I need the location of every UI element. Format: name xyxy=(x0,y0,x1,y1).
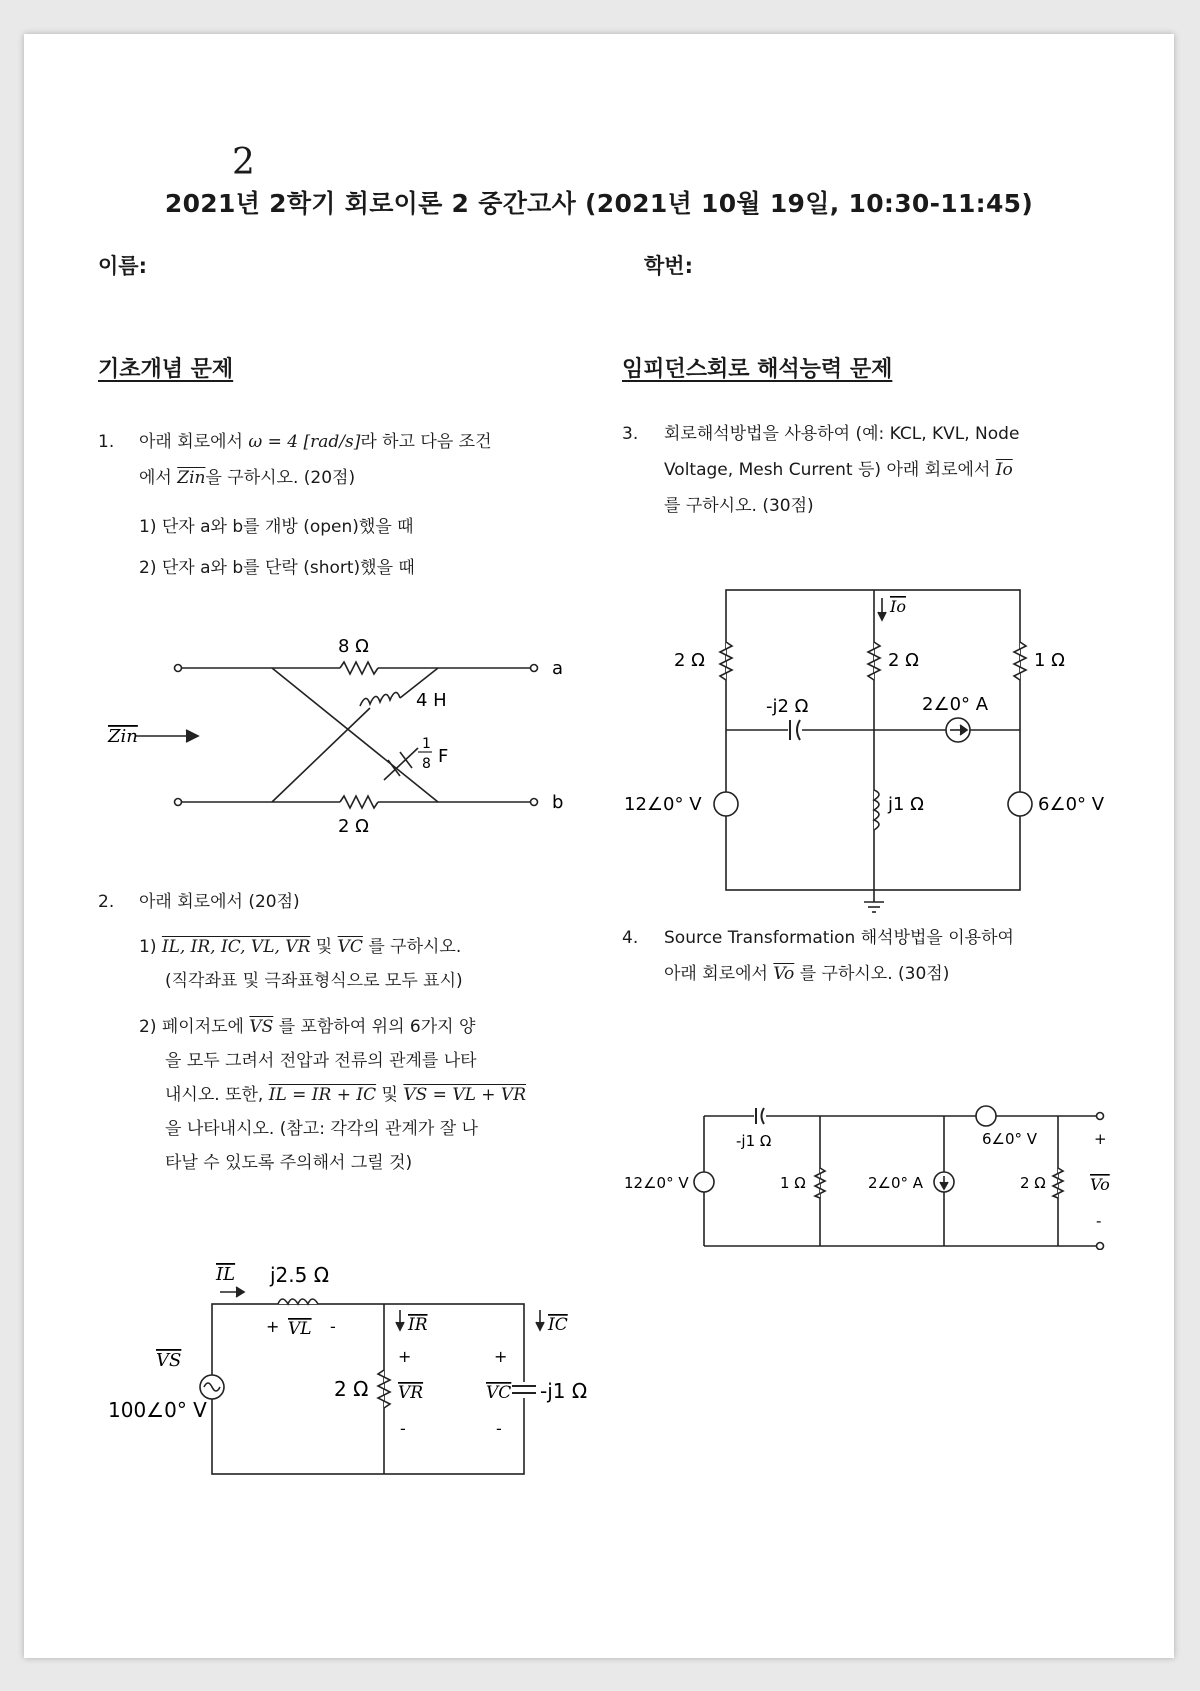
c4-vo-plus: + xyxy=(1094,1130,1107,1148)
circuit3-diagram xyxy=(624,570,1104,920)
q2-number: 2. xyxy=(98,892,115,912)
q2-sub2: 2) 페이저도에 $\overline{VS}$ 를 포함하여 위의 6가지 양 을 모두 그려서 전압과 전류의 관계를 나타 내시오. 또한, IL = IR + IC 및 VS = VL + VR 을 나타내시오. (참고: 각각의 관계가 잘 나 타날 수 있도록 주의해서 그릴 것) xyxy=(139,1017,527,1173)
c2-ir: IR xyxy=(408,1315,428,1335)
c3-r-mid-label: 2 Ω xyxy=(888,650,919,671)
q3-text: 회로해석방법을 사용하여 (예: KCL, KVL, Node Voltage, Mesh Current 등) 아래 회로에서 $\overline{Io}$ 를 구하시오. (30점) xyxy=(664,424,1020,516)
c4-r1-label: 1 Ω xyxy=(780,1174,806,1192)
q1-sub2: 2) 단자 a와 b를 단락 (short)했을 때 xyxy=(139,558,415,578)
c1-r-bottom-label: 2 Ω xyxy=(338,816,369,837)
q1-number: 1. xyxy=(98,432,115,452)
c2-vc-minus: - xyxy=(496,1419,502,1438)
q2-text: 아래 회로에서 (20점) xyxy=(139,892,300,912)
circuit4-diagram xyxy=(624,1070,1124,1250)
c1-cap-num: 1 xyxy=(422,736,431,752)
q4-vo: $\overline{Vo}$ xyxy=(773,964,795,984)
exam-title: 2021년 2학기 회로이론 2 중간고사 (2021년 10월 19일, 10:30-11:45) xyxy=(164,189,1034,218)
c3-ind-label: j1 Ω xyxy=(888,794,924,815)
circuit2-diagram xyxy=(108,1262,648,1552)
c2-vc: VC xyxy=(486,1383,512,1403)
exam-page xyxy=(24,34,1174,1658)
c2-vc-plus: + xyxy=(494,1347,508,1366)
circuit1-diagram xyxy=(100,634,600,844)
c2-vl-plus: + xyxy=(266,1317,280,1336)
c1-zin: Zin xyxy=(108,726,138,747)
c4-vsrc-right-label: 6∠0° V xyxy=(982,1130,1038,1148)
left-section-heading: 기초개념 문제 xyxy=(98,357,234,382)
q4-number: 4. xyxy=(622,928,639,948)
right-section-heading: 임피던스회로 해석능력 문제 xyxy=(622,357,893,382)
name-label: 이름: xyxy=(98,254,147,278)
c1-cap-den: 8 xyxy=(422,756,431,772)
c4-vsrc-left-label: 12∠0° V xyxy=(624,1174,689,1192)
c2-capacitor-label: -j1 Ω xyxy=(540,1379,588,1403)
c1-cap-unit: F xyxy=(438,746,449,767)
c3-cap-label: -j2 Ω xyxy=(766,696,809,717)
student-id-label: 학번: xyxy=(644,254,693,278)
q3-number: 3. xyxy=(622,424,639,444)
q2-sub1-vars: IL, IR, IC, VL, VR xyxy=(161,937,311,957)
c2-ic: IC xyxy=(548,1315,568,1335)
c3-r-left-label: 2 Ω xyxy=(674,650,705,671)
c2-vr: VR xyxy=(398,1383,424,1403)
q1-text: 아래 회로에서 ω = 4 [rad/s]라 하고 다음 조건 에서 $\overline{Zin}$을 구하시오. (20점) xyxy=(139,432,492,488)
c1-terminal-a: a xyxy=(552,658,564,679)
c2-il: IL xyxy=(216,1264,236,1285)
q1-zin: $\overline{Zin}$ xyxy=(177,468,206,488)
c4-isrc-label: 2∠0° A xyxy=(868,1174,924,1192)
c2-vs: VS xyxy=(156,1350,182,1371)
c2-vl-minus: - xyxy=(330,1317,336,1336)
c2-vl: VL xyxy=(288,1319,312,1339)
c2-vr-plus: + xyxy=(398,1347,412,1366)
c2-vr-minus: - xyxy=(400,1419,406,1438)
c3-isrc-label: 2∠0° A xyxy=(922,694,989,715)
q1-omega: ω = 4 [rad/s] xyxy=(248,432,361,452)
c3-r-right-label: 1 Ω xyxy=(1034,650,1065,671)
c2-inductor-label: j2.5 Ω xyxy=(270,1263,330,1287)
handwritten-mark: 2 xyxy=(232,142,255,183)
c3-vsrc-right-label: 6∠0° V xyxy=(1038,794,1104,815)
c3-vsrc-left-label: 12∠0° V xyxy=(624,794,702,815)
c4-cap-label: -j1 Ω xyxy=(736,1132,772,1150)
q4-text: Source Transformation 해석방법을 이용하여 아래 회로에서 $\overline{Vo}$ 를 구하시오. (30점) xyxy=(664,928,1014,984)
q3-io: $\overline{Io}$ xyxy=(995,460,1013,480)
c4-vo: Vo xyxy=(1090,1175,1110,1194)
c4-vo-minus: - xyxy=(1096,1212,1102,1230)
c2-source-label: 100∠0° V xyxy=(108,1398,207,1422)
c4-r2-label: 2 Ω xyxy=(1020,1174,1046,1192)
c1-inductor-label: 4 H xyxy=(416,690,447,711)
c1-terminal-b: b xyxy=(552,792,564,813)
q2-sub1: 1) IL, IR, IC, VL, VR 및 $\overline{VC}$ 를 구하시오. (직각좌표 및 극좌표형식으로 모두 표시) xyxy=(139,937,463,991)
c2-resistor-label: 2 Ω xyxy=(334,1377,369,1401)
q1-sub1: 1) 단자 a와 b를 개방 (open)했을 때 xyxy=(139,517,414,537)
c1-r-top-label: 8 Ω xyxy=(338,636,369,657)
c3-io: Io xyxy=(890,597,906,616)
